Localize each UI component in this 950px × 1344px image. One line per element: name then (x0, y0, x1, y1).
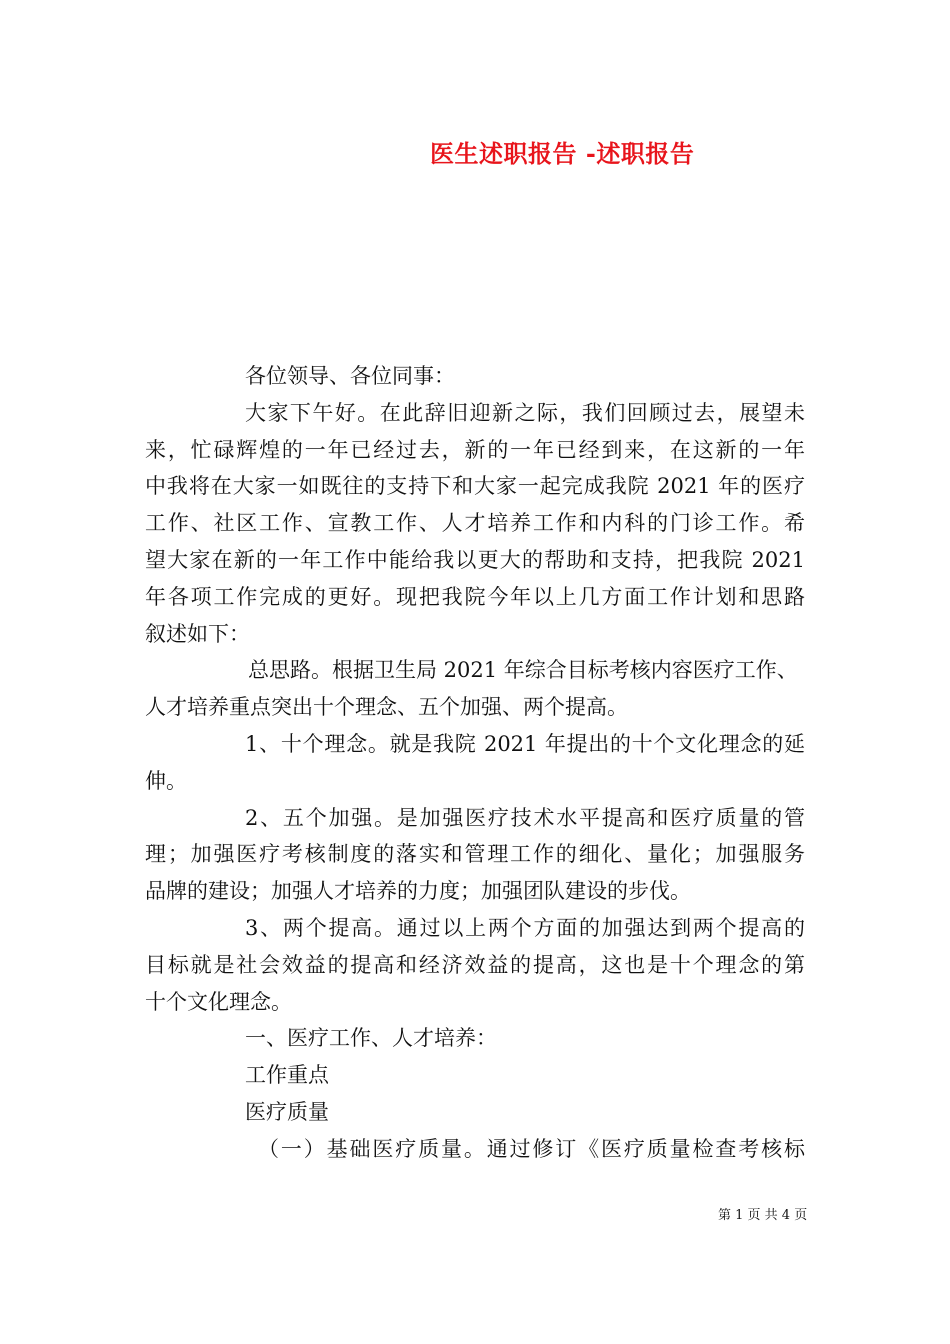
salutation: 各位领导、各位同事： (245, 364, 455, 388)
paragraph-line: 伸。 (145, 768, 187, 793)
document-title: 医生述职报告 -述职报告 (430, 139, 695, 168)
paragraph-line: （一）基础医疗质量。通过修订《医疗质量检查考核标 (258, 1136, 805, 1161)
paragraph-line: 中我将在大家一如既往的支持下和大家一起完成我院 2021 年的医疗 (145, 474, 805, 499)
paragraph-line: 十个文化理念。 (145, 989, 292, 1014)
section-heading: 一、医疗工作、人才培养： (245, 1026, 497, 1051)
subheading: 工作重点 (245, 1063, 329, 1088)
paragraph-line: 望大家在新的一年工作中能给我以更大的帮助和支持，把我院 2021 (145, 547, 805, 572)
paragraph-line: 来，忙碌辉煌的一年已经过去，新的一年已经到来，在这新的一年 (145, 437, 805, 462)
paragraph-line: 2、五个加强。是加强医疗技术水平提高和医疗质量的管 (245, 805, 805, 830)
subheading: 医疗质量 (245, 1099, 329, 1124)
paragraph-line: 年各项工作完成的更好。现把我院今年以上几方面工作计划和思路 (145, 584, 805, 609)
page-number: 第 1 页 共 4 页 (718, 1208, 808, 1223)
paragraph-line: 理；加强医疗考核制度的落实和管理工作的细化、量化；加强服务 (145, 842, 805, 867)
paragraph-line: 工作、社区工作、宣教工作、人才培养工作和内科的门诊工作。希 (145, 511, 805, 536)
document-body (145, 358, 805, 1168)
paragraph-line: 1、十个理念。就是我院 2021 年提出的十个文化理念的延 (245, 731, 805, 756)
paragraph-line: 总思路。根据卫生局 2021 年综合目标考核内容医疗工作、 (248, 658, 798, 683)
paragraph-line: 人才培养重点突出十个理念、五个加强、两个提高。 (145, 695, 628, 720)
paragraph-line: 品牌的建设；加强人才培养的力度；加强团队建设的步伐。 (145, 879, 691, 904)
paragraph-line: 叙述如下： (145, 621, 250, 646)
paragraph-line: 3、两个提高。通过以上两个方面的加强达到两个提高的 (245, 915, 805, 940)
paragraph-line: 大家下午好。在此辞旧迎新之际，我们回顾过去，展望未 (245, 400, 805, 425)
paragraph-line: 目标就是社会效益的提高和经济效益的提高，这也是十个理念的第 (145, 952, 805, 977)
